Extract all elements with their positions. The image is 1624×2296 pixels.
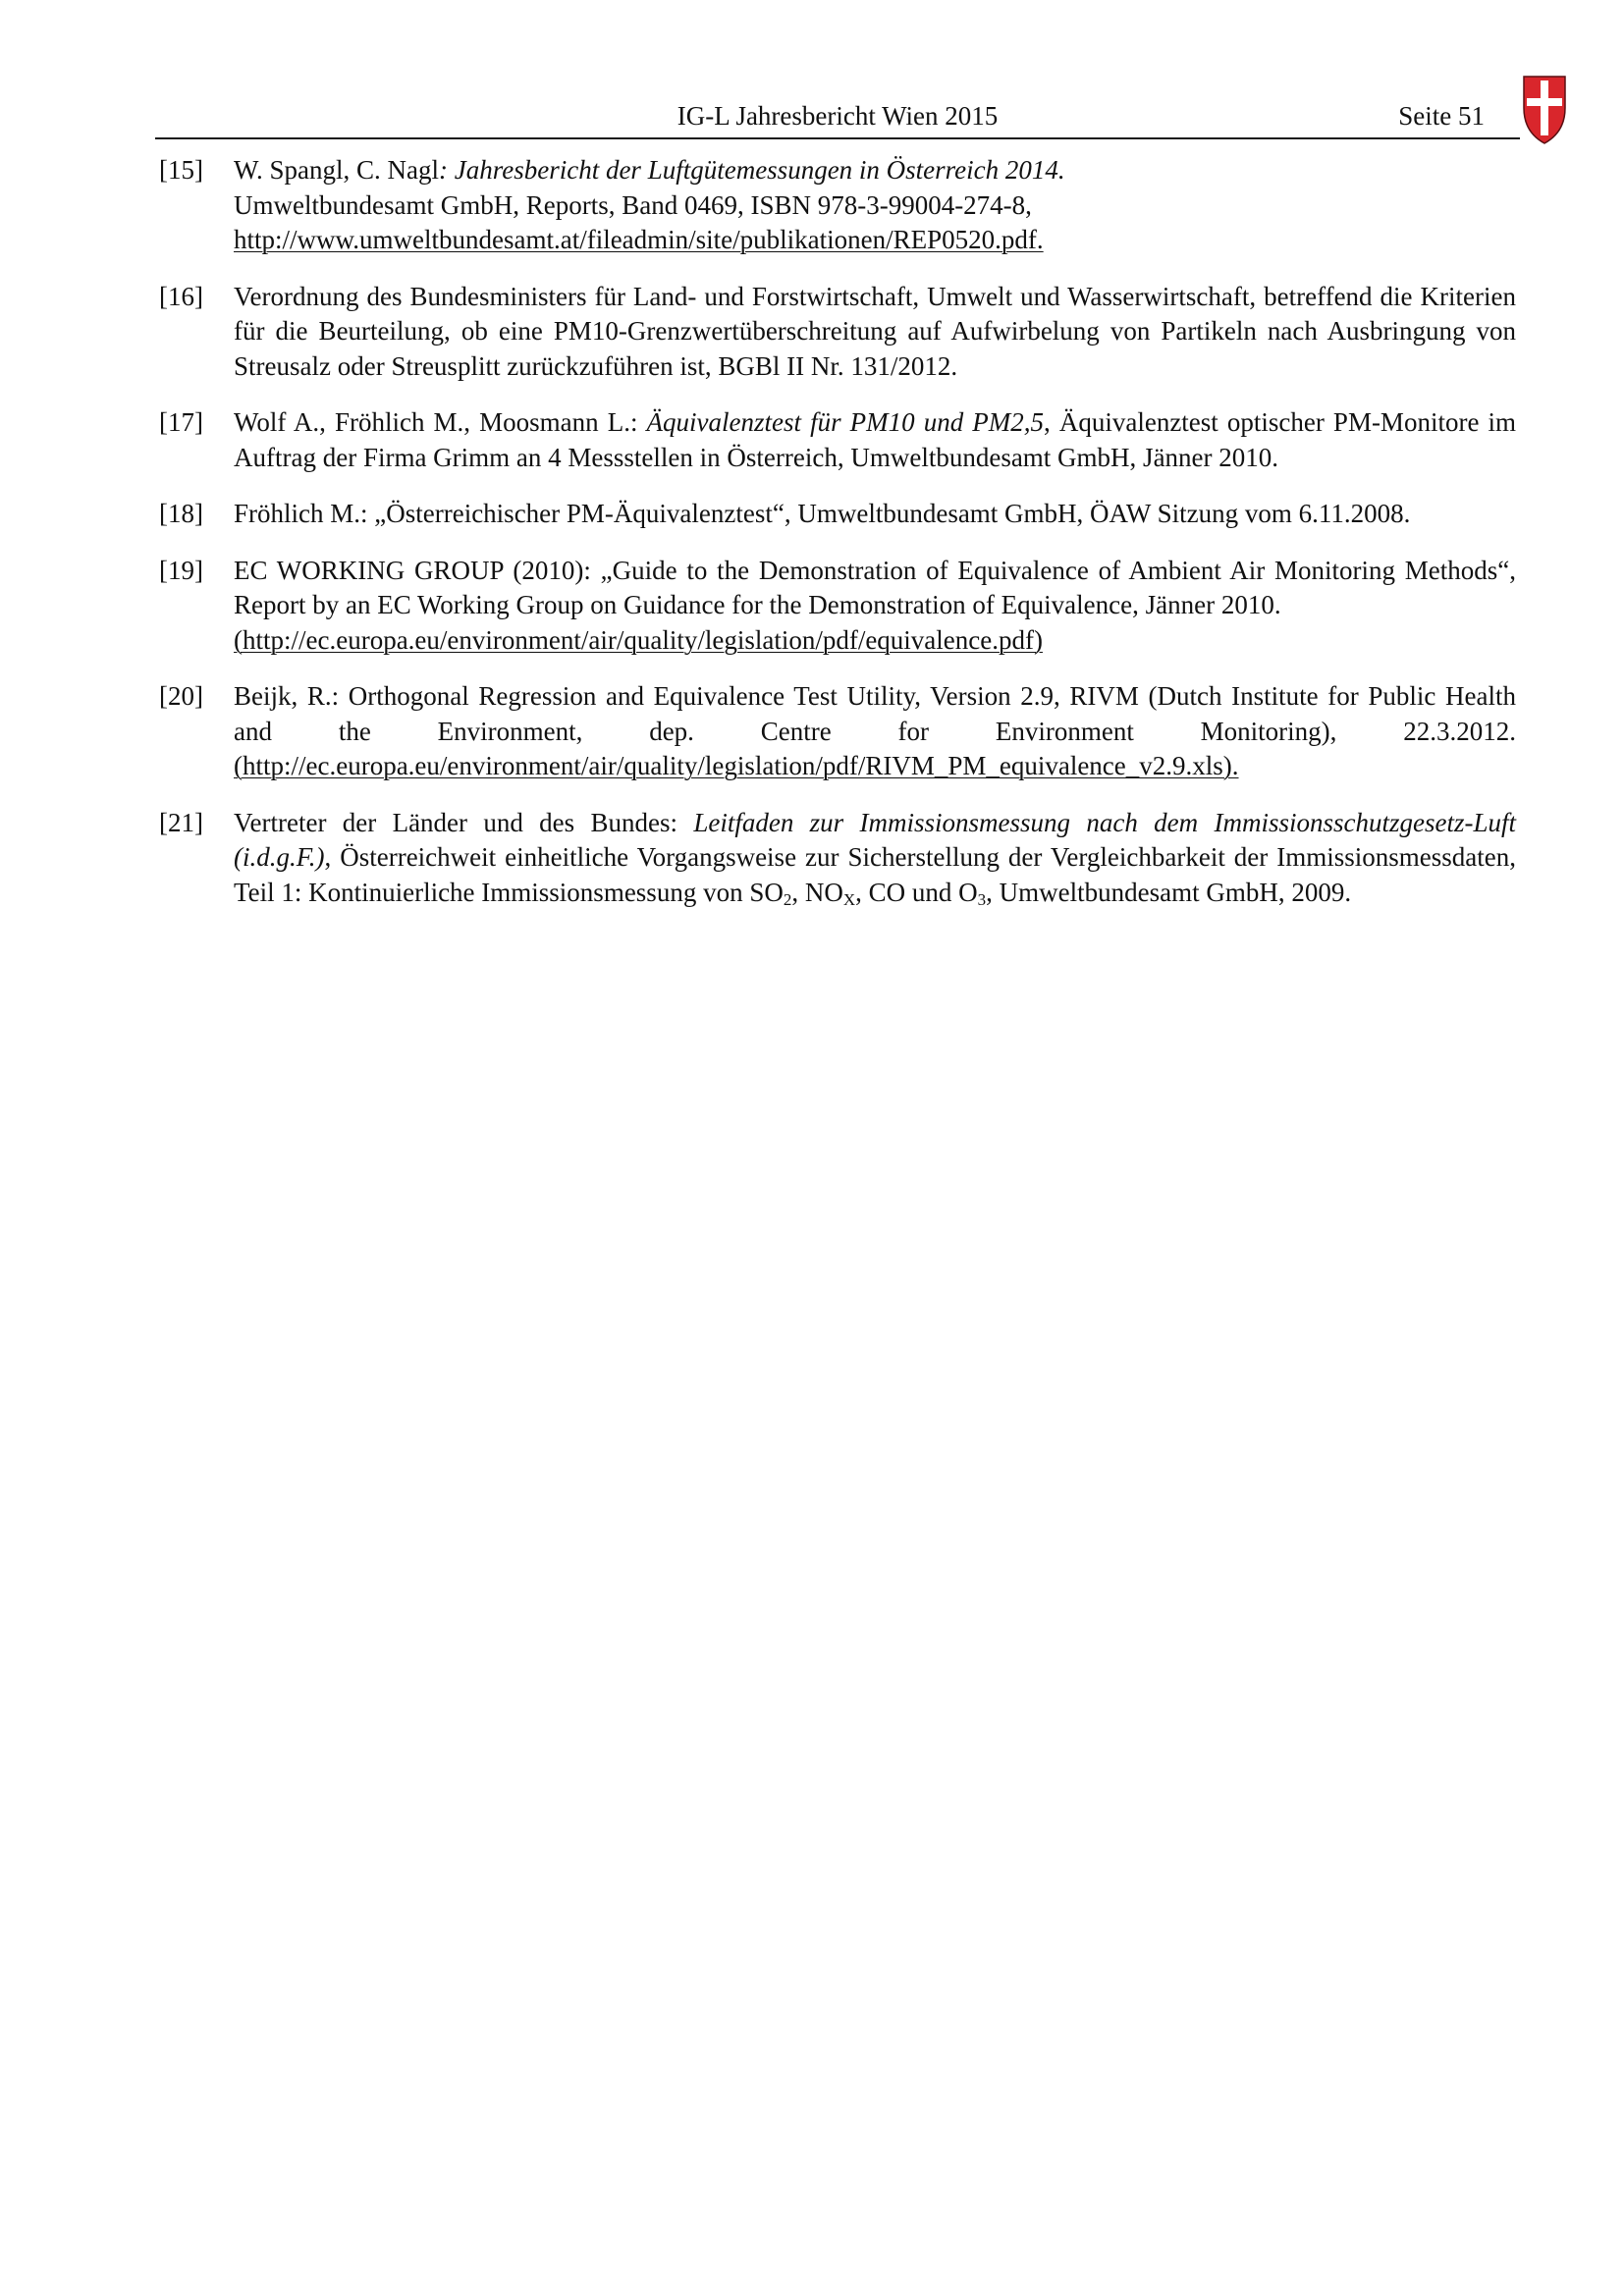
subscript-nox: X	[842, 889, 856, 909]
reference-number: [16]	[159, 281, 203, 311]
reference-title: Äquivalenztest für PM10 und PM2,5	[646, 407, 1045, 437]
reference-details: , Österreichweit einheitliche Vorgangsweise zur Sicherstellung der Vergleichbarkeit der Immissionsmessdaten, Teil 1: Kontinuierliche Immissionsmessung von SO	[234, 842, 1516, 907]
reference-separator: , CO und O	[855, 877, 978, 907]
subscript-so2: 2	[783, 889, 792, 909]
reference-tail: , Umweltbundesamt GmbH, 2009.	[986, 877, 1352, 907]
reference-text: Verordnung des Bundesministers für Land- und Forstwirtschaft, Umwelt und Wasserwirtschaft, betreffend die Kriterien für die Beurteilung, ob eine PM10-Grenzwertüberschreitung auf Aufwirbelung von Partikeln nach Ausbringung von Streusalz oder Streusplitt zurückzuführen ist, BGBl II Nr. 131/2012.	[234, 281, 1516, 381]
reference-number: [17]	[159, 407, 203, 437]
reference-19	[159, 554, 1516, 659]
reference-21	[159, 806, 1516, 918]
reference-number: [19]	[159, 555, 203, 585]
reference-16	[159, 280, 1516, 385]
reference-title: Leitfaden zur Immissionsmessung nach dem Immissionsschutzgesetz-Luft (i.d.g.F.)	[234, 807, 1516, 872]
reference-link[interactable]: (http://ec.europa.eu/environment/air/quality/legislation/pdf/equivalence.pdf)	[234, 624, 1043, 655]
reference-link[interactable]: (http://ec.europa.eu/environment/air/quality/legislation/pdf/RIVM_PM_equivalence_v2.9.xls).	[234, 751, 1239, 780]
reference-text: EC WORKING GROUP (2010): „Guide to the Demonstration of Equivalence of Ambient Air Monitoring Methods“, Report by an EC Working Group on Guidance for the Demonstration of Equivalence, Jänner 2010.	[234, 555, 1516, 619]
reference-18	[159, 497, 1516, 532]
reference-number: [15]	[159, 155, 203, 185]
reference-number: [20]	[159, 681, 203, 711]
reference-body	[234, 679, 1516, 784]
reference-list	[159, 153, 1516, 938]
reference-15	[159, 153, 1516, 258]
reference-link[interactable]: http://www.umweltbundesamt.at/fileadmin/site/publikationen/REP0520.pdf.	[234, 225, 1044, 254]
reference-17	[159, 405, 1516, 475]
page-header	[155, 98, 1520, 139]
reference-authors: Wolf A., Fröhlich M., Moosmann L.:	[234, 407, 647, 437]
vienna-coat-of-arms-icon	[1522, 75, 1567, 145]
reference-number: [21]	[159, 807, 203, 837]
reference-body	[234, 405, 1516, 475]
reference-details: , Äquivalenztest optischer PM-Monitore im Auftrag der Firma Grimm an 4 Messstellen in Österreich, Umweltbundesamt GmbH, Jänner 2010.	[234, 407, 1516, 472]
reference-20	[159, 679, 1516, 784]
subscript-o3: 3	[977, 889, 987, 909]
reference-title: : Jahresbericht der Luftgütemessungen in Österreich 2014.	[439, 155, 1065, 185]
reference-text: Fröhlich M.: „Österreichischer PM-Äquivalenztest“, Umweltbundesamt GmbH, ÖAW Sitzung vom 6.11.2008.	[234, 499, 1411, 528]
reference-separator: , NO	[791, 877, 843, 907]
reference-details: Umweltbundesamt GmbH, Reports, Band 0469, ISBN 978-3-99004-274-8,	[234, 189, 1032, 220]
page-number: Seite 51	[1398, 101, 1485, 131]
reference-body	[234, 806, 1516, 918]
reference-authors: Vertreter der Länder und des Bundes:	[234, 807, 694, 837]
reference-authors: W. Spangl, C. Nagl	[234, 155, 439, 185]
reference-body	[234, 153, 1516, 258]
reference-text: Beijk, R.: Orthogonal Regression and Equivalence Test Utility, Version 2.9, RIVM (Dutch Institute for Public Health and the Environment, dep. Centre for Environment Monitoring), 22.3.2012.	[234, 681, 1516, 746]
reference-number: [18]	[159, 499, 203, 528]
reference-body	[234, 554, 1516, 659]
header-title: IG-L Jahresbericht Wien 2015	[677, 101, 999, 131]
